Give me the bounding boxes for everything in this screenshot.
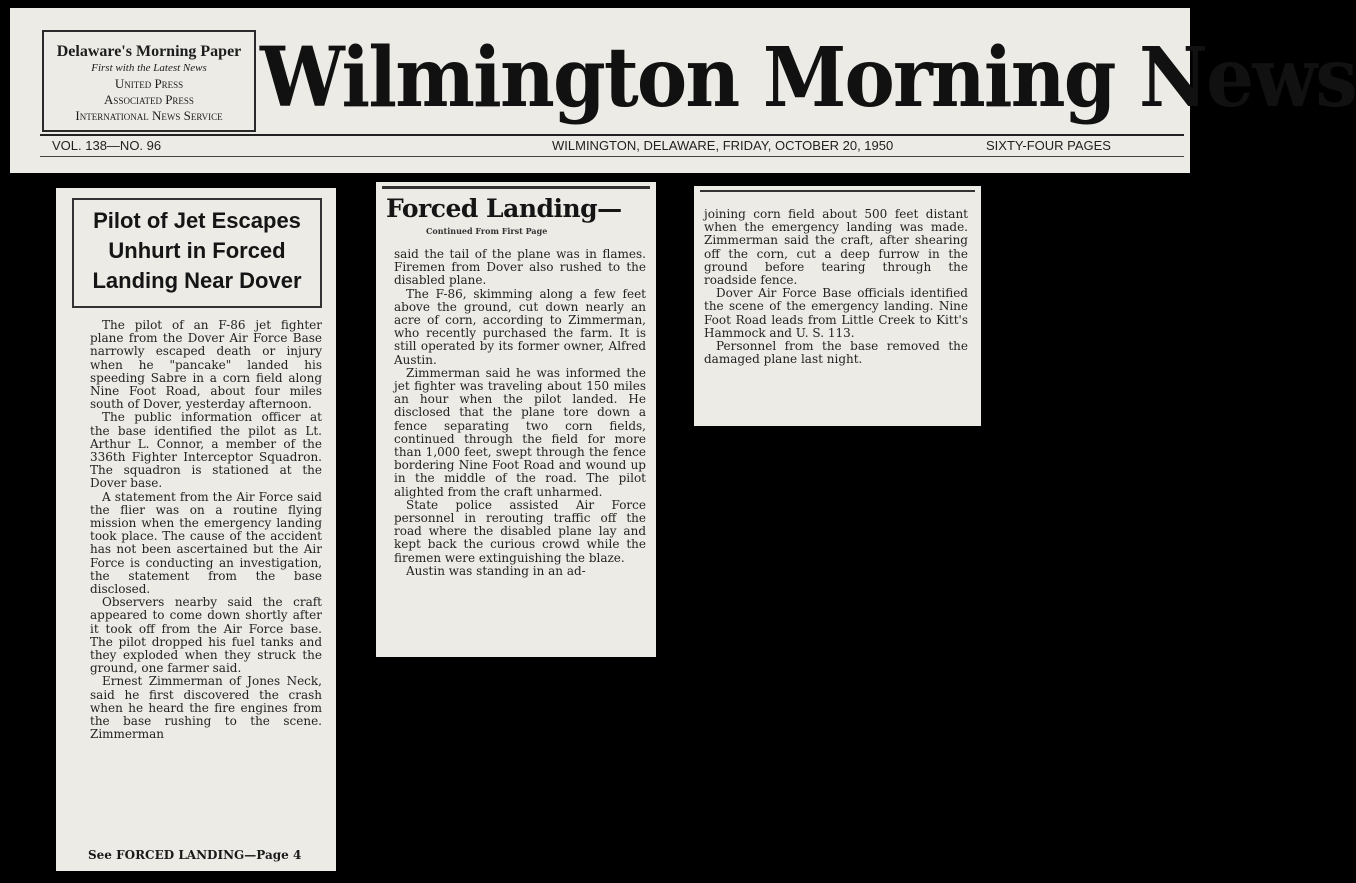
paragraph: Personnel from the base removed the damaged plane last night. — [704, 339, 968, 367]
headline-line-3: Landing Near Dover — [92, 268, 302, 293]
paragraph: The F-86, skimming along a few feet above the ground, cut down nearly an acre of corn, according to Zimmerman, who recently purchased the farm. It is still operated by its former owner, Alfred Austin. — [394, 286, 646, 367]
paragraph: State police assisted Air Force personnel in rerouting traffic off the road where the disabled plane lay and kept back the curious crowd while the firemen were extinguishing the blaze. — [394, 497, 646, 565]
headline-line-2: Unhurt in Forced — [108, 238, 286, 263]
article-continuation-2 — [694, 186, 981, 426]
paragraph: said the tail of the plane was in flames. Firemen from Dover also rushed to the disabled plane. — [394, 247, 646, 288]
paragraph: A statement from the Air Force said the flier was on a routine flying mission when the emergency landing took place. The cause of the accident has not been ascertained but the Air Force is conducting an investigation, the statement from the base disclosed. — [90, 489, 322, 597]
article-body — [704, 208, 968, 366]
column-top-rule — [700, 190, 975, 192]
jump-line: See FORCED LANDING—Page 4 — [88, 848, 302, 862]
article-front-page — [56, 188, 336, 871]
continuation-headline: Forced Landing— — [386, 194, 622, 223]
dateline: WILMINGTON, DELAWARE, FRIDAY, OCTOBER 20, 1950 — [552, 138, 894, 153]
article-body — [90, 319, 322, 742]
continued-label: Continued From First Page — [426, 226, 548, 236]
paragraph: Ernest Zimmerman of Jones Neck, said he first discovered the crash when he heard the fire engines from the base rushing to the scene. Zimmerman — [90, 674, 322, 742]
headline-line-1: Pilot of Jet Escapes — [93, 208, 301, 233]
newspaper-nameplate: Wilmington Morning News — [260, 30, 1356, 126]
masthead-rule-bottom — [40, 156, 1184, 157]
paragraph: Dover Air Force Base officials identified the scene of the emergency landing. Nine Foot Road leads from Little Creek to Kitt's Hammock and U. S. 113. — [704, 286, 968, 340]
ear-line-4: Associated Press — [104, 92, 194, 107]
masthead — [10, 8, 1356, 173]
page-count: SIXTY-FOUR PAGES — [986, 138, 1111, 153]
ear-line-2: First with the Latest News — [91, 62, 207, 74]
headline-box — [72, 198, 322, 308]
masthead-rule-top — [40, 134, 1184, 136]
ear-line-3: United Press — [114, 75, 184, 91]
ear-line-1: Delaware's Morning Paper — [56, 43, 242, 60]
masthead-ear-box — [42, 30, 256, 132]
paragraph: Zimmerman said he was informed the jet fighter was traveling about 150 miles an hour when the pilot landed. He disclosed that the plane tore down a fence separating two corn fields, continued through the field for more than 1,000 feet, swept through the fence bordering Nine Foot Road and wound up in the middle of the road. The pilot alighted from the craft unharmed. — [394, 365, 646, 499]
paragraph: Observers nearby said the craft appeared to come down shortly after it took off from the Air Force base. The pilot dropped his fuel tanks and they exploded when they struck the ground, one farmer said. — [90, 595, 322, 676]
article-continuation — [376, 182, 656, 657]
paragraph: The pilot of an F-86 jet fighter plane from the Dover Air Force Base narrowly escaped death or injury when he "pancake" landed his speeding Sabre in a corn field along Nine Foot Road, about four miles south of Dover, yesterday afternoon. — [90, 318, 322, 412]
paragraph: The public information officer at the base identified the pilot as Lt. Arthur L. Connor, a member of the 336th Fighter Interceptor Squadron. The squadron is stationed at the Dover base. — [90, 410, 322, 491]
column-top-rule — [382, 186, 650, 189]
volume-number: VOL. 138—NO. 96 — [52, 138, 162, 153]
paragraph: Austin was standing in an ad- — [406, 563, 586, 578]
article-body — [394, 248, 646, 578]
paragraph: joining corn field about 500 feet distant when the emergency landing was made. Zimmerman said the craft, after shearing off the corn, cut a deep furrow in the ground before tearing through the roadside fence. — [704, 207, 968, 288]
ear-line-5: International News Service — [75, 108, 223, 124]
